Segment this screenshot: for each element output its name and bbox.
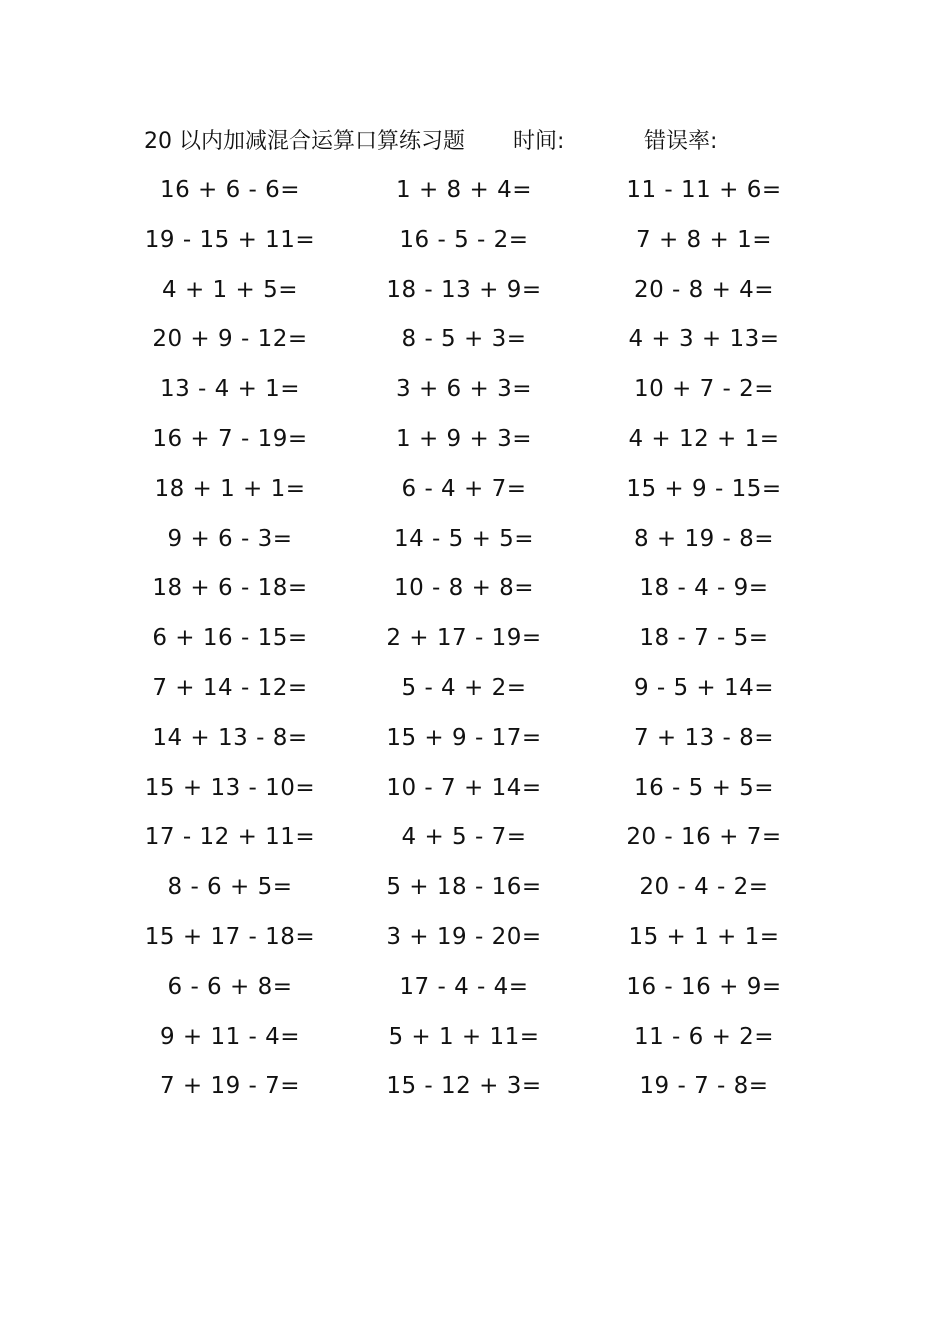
problem-item: 10 + 7 - 2=: [633, 376, 775, 403]
problem-item: 16 - 5 - 2=: [399, 226, 529, 253]
problem-item: 5 + 1 + 11=: [388, 1023, 540, 1050]
problem-item: 18 + 1 + 1=: [154, 475, 306, 502]
problem-item: 16 + 6 - 6=: [159, 177, 301, 203]
problem-row: [130, 166, 810, 216]
problem-item: 6 - 6 + 8=: [167, 973, 293, 1000]
problem-row: [130, 813, 810, 863]
problem-item: 5 - 4 + 2=: [401, 674, 527, 701]
problem-item: 19 - 15 + 11=: [144, 226, 316, 253]
problem-item: 15 + 17 - 18=: [144, 923, 316, 950]
problem-item: 15 + 9 - 17=: [386, 724, 542, 751]
problem-row: [130, 415, 810, 465]
problem-item: 3 + 6 + 3=: [396, 376, 532, 403]
problem-item: 4 + 12 + 1=: [628, 425, 780, 452]
problem-row: [130, 515, 810, 565]
problem-item: 10 - 8 + 8=: [393, 575, 535, 602]
problem-row: [130, 365, 810, 415]
problem-item: 15 + 1 + 1=: [628, 923, 780, 950]
problem-item: 8 + 19 - 8=: [633, 525, 775, 552]
problem-row: [130, 664, 810, 714]
problem-item: 7 + 8 + 1=: [636, 226, 772, 253]
problem-row: [130, 564, 810, 614]
problem-item: 2 + 17 - 19=: [386, 625, 542, 652]
problem-item: 9 + 6 - 3=: [167, 525, 293, 552]
problem-item: 1 + 8 + 4=: [396, 177, 532, 203]
problem-row: [130, 266, 810, 316]
worksheet-title: 20 以内加减混合运算口算练习题: [144, 129, 465, 154]
problem-item: 13 - 4 + 1=: [159, 376, 301, 403]
problem-item: 20 - 4 - 2=: [639, 874, 769, 901]
problem-item: 17 - 4 - 4=: [399, 973, 529, 1000]
problem-row: [130, 1013, 810, 1063]
problem-item: 15 - 12 + 3=: [386, 1073, 542, 1100]
problem-item: 7 + 19 - 7=: [159, 1073, 301, 1100]
problem-item: 18 - 4 - 9=: [639, 575, 769, 602]
problem-item: 20 - 8 + 4=: [633, 276, 775, 303]
problem-item: 3 + 19 - 20=: [386, 923, 542, 950]
problem-item: 4 + 1 + 5=: [162, 276, 298, 303]
problem-item: 19 - 7 - 8=: [639, 1073, 769, 1100]
problem-item: 14 + 13 - 8=: [152, 724, 308, 751]
problem-item: 4 + 5 - 7=: [401, 824, 527, 851]
problem-row: [130, 863, 810, 913]
problem-item: 6 + 16 - 15=: [152, 625, 308, 652]
problem-item: 7 + 14 - 12=: [152, 674, 308, 701]
problem-item: 7 + 13 - 8=: [633, 724, 775, 751]
problem-item: 20 - 16 + 7=: [626, 824, 782, 851]
time-label: 时间:: [513, 129, 565, 154]
problem-row: [130, 465, 810, 515]
problem-item: 15 + 13 - 10=: [144, 774, 316, 801]
problem-item: 16 - 16 + 9=: [626, 973, 782, 1000]
problem-item: 18 - 7 - 5=: [639, 625, 769, 652]
problem-item: 4 + 3 + 13=: [628, 326, 780, 353]
problem-item: 14 - 5 + 5=: [393, 525, 535, 552]
problem-row: [130, 963, 810, 1013]
problem-grid: [130, 166, 810, 1112]
problem-row: [130, 614, 810, 664]
problem-item: 16 + 7 - 19=: [152, 425, 308, 452]
problem-item: 18 - 13 + 9=: [386, 276, 542, 303]
problem-item: 20 + 9 - 12=: [152, 326, 308, 353]
problem-item: 15 + 9 - 15=: [626, 475, 782, 502]
problem-row: [130, 1062, 810, 1112]
error-rate-label: 错误率:: [644, 129, 718, 154]
problem-item: 1 + 9 + 3=: [396, 425, 532, 452]
problem-item: 18 + 6 - 18=: [152, 575, 308, 602]
problem-row: [130, 315, 810, 365]
problem-item: 17 - 12 + 11=: [144, 824, 316, 851]
problem-item: 6 - 4 + 7=: [401, 475, 527, 502]
problem-item: 8 - 6 + 5=: [167, 874, 293, 901]
problem-item: 8 - 5 + 3=: [401, 326, 527, 353]
problem-row: [130, 913, 810, 963]
problem-item: 10 - 7 + 14=: [386, 774, 542, 801]
problem-item: 9 - 5 + 14=: [633, 674, 775, 701]
problem-item: 11 - 6 + 2=: [633, 1023, 775, 1050]
problem-item: 16 - 5 + 5=: [633, 774, 775, 801]
problem-item: 9 + 11 - 4=: [159, 1023, 301, 1050]
problem-item: 5 + 18 - 16=: [386, 874, 542, 901]
problem-row: [130, 216, 810, 266]
problem-row: [130, 714, 810, 764]
problem-item: 11 - 11 + 6=: [626, 177, 782, 203]
problem-row: [130, 764, 810, 814]
